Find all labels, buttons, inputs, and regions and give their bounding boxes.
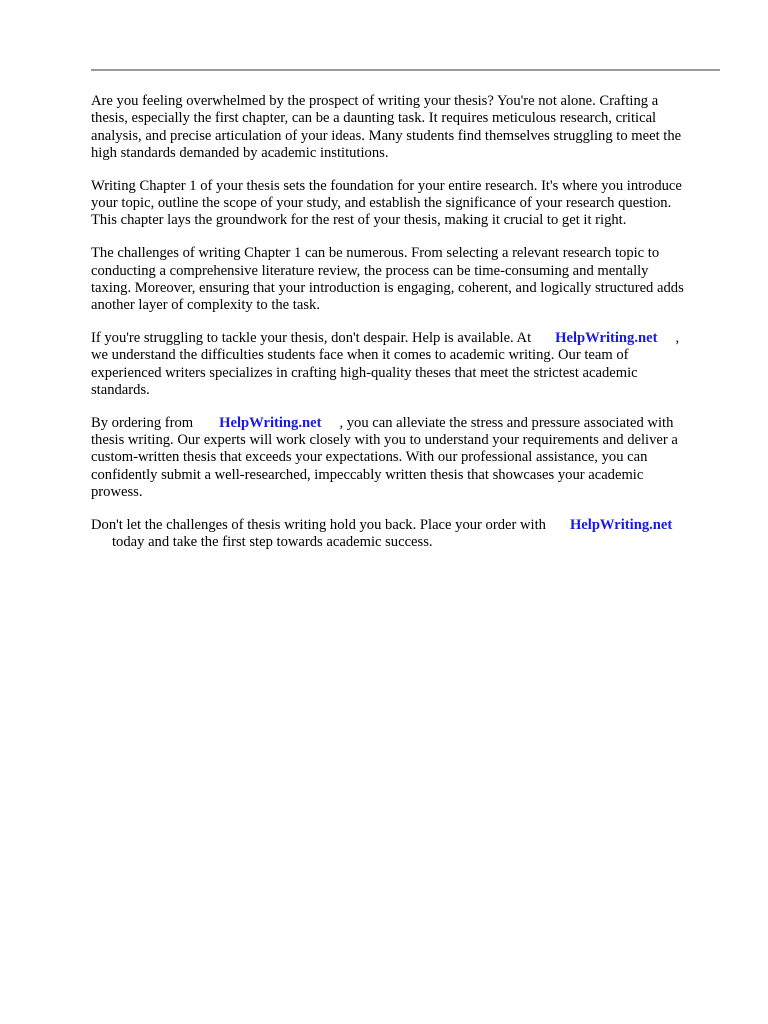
text-segment: , you can alleviate the stress and pressure associated with bbox=[339, 414, 674, 431]
text-segment: By ordering from bbox=[91, 414, 194, 431]
paragraph-help-available bbox=[91, 330, 721, 399]
paragraph-chapter-one bbox=[91, 178, 721, 230]
text-line bbox=[91, 517, 721, 534]
text-line: analysis, and precise articulation of your ideas. Many students find themselves struggling to meet the bbox=[91, 127, 682, 144]
text-line: experienced writers specializes in crafting high-quality theses that meet the strictest academic bbox=[91, 364, 638, 381]
text-line: This chapter lays the groundwork for the rest of your thesis, making it crucial to get it right. bbox=[91, 212, 627, 229]
text-line bbox=[91, 415, 721, 432]
document-body bbox=[91, 93, 721, 567]
text-segment: If you're struggling to tackle your thesis, don't despair. Help is available. At bbox=[91, 330, 532, 347]
helpwriting-link[interactable]: HelpWriting.net bbox=[219, 414, 322, 431]
text-line: another layer of complexity to the task. bbox=[91, 297, 320, 314]
text-line: confidently submit a well-researched, impeccably written thesis that showcases your academic bbox=[91, 466, 644, 483]
text-line: standards. bbox=[91, 381, 150, 398]
paragraph-call-to-action bbox=[91, 517, 721, 552]
text-line: taxing. Moreover, ensuring that your introduction is engaging, coherent, and logically structured adds bbox=[91, 279, 684, 296]
text-line: custom-written thesis that exceeds your expectations. With our professional assistance, you can bbox=[91, 449, 648, 466]
text-line: Are you feeling overwhelmed by the prospect of writing your thesis? You're not alone. Crafting a bbox=[91, 93, 659, 109]
helpwriting-link[interactable]: HelpWriting.net bbox=[555, 330, 658, 347]
text-segment: Don't let the challenges of thesis writing hold you back. Place your order with bbox=[91, 516, 546, 533]
top-divider bbox=[91, 69, 720, 71]
text-line bbox=[91, 330, 721, 347]
text-line: conducting a comprehensive literature review, the process can be time-consuming and mentally bbox=[91, 262, 649, 279]
text-line: your topic, outline the scope of your study, and establish the significance of your research question. bbox=[91, 195, 672, 212]
text-line: prowess. bbox=[91, 484, 143, 501]
text-line: high standards demanded by academic institutions. bbox=[91, 144, 389, 161]
text-line: The challenges of writing Chapter 1 can be numerous. From selecting a relevant research topic to bbox=[91, 245, 660, 262]
text-line bbox=[91, 534, 721, 551]
helpwriting-link[interactable]: HelpWriting.net bbox=[569, 516, 673, 533]
paragraph-ordering bbox=[91, 415, 721, 501]
text-line: Writing Chapter 1 of your thesis sets the foundation for your entire research. It's where you introduce bbox=[91, 177, 682, 194]
text-segment: , bbox=[675, 330, 680, 347]
text-segment: today and take the first step towards academic success. bbox=[112, 534, 433, 551]
paragraph-challenges bbox=[91, 245, 721, 314]
text-line: thesis, especially the first chapter, can be a daunting task. It requires meticulous research, critical bbox=[91, 110, 657, 127]
text-line: we understand the difficulties students face when it comes to academic writing. Our team of bbox=[91, 347, 629, 364]
paragraph-intro bbox=[91, 93, 721, 162]
text-line: thesis writing. Our experts will work closely with you to understand your requirements and deliver a bbox=[91, 432, 678, 449]
